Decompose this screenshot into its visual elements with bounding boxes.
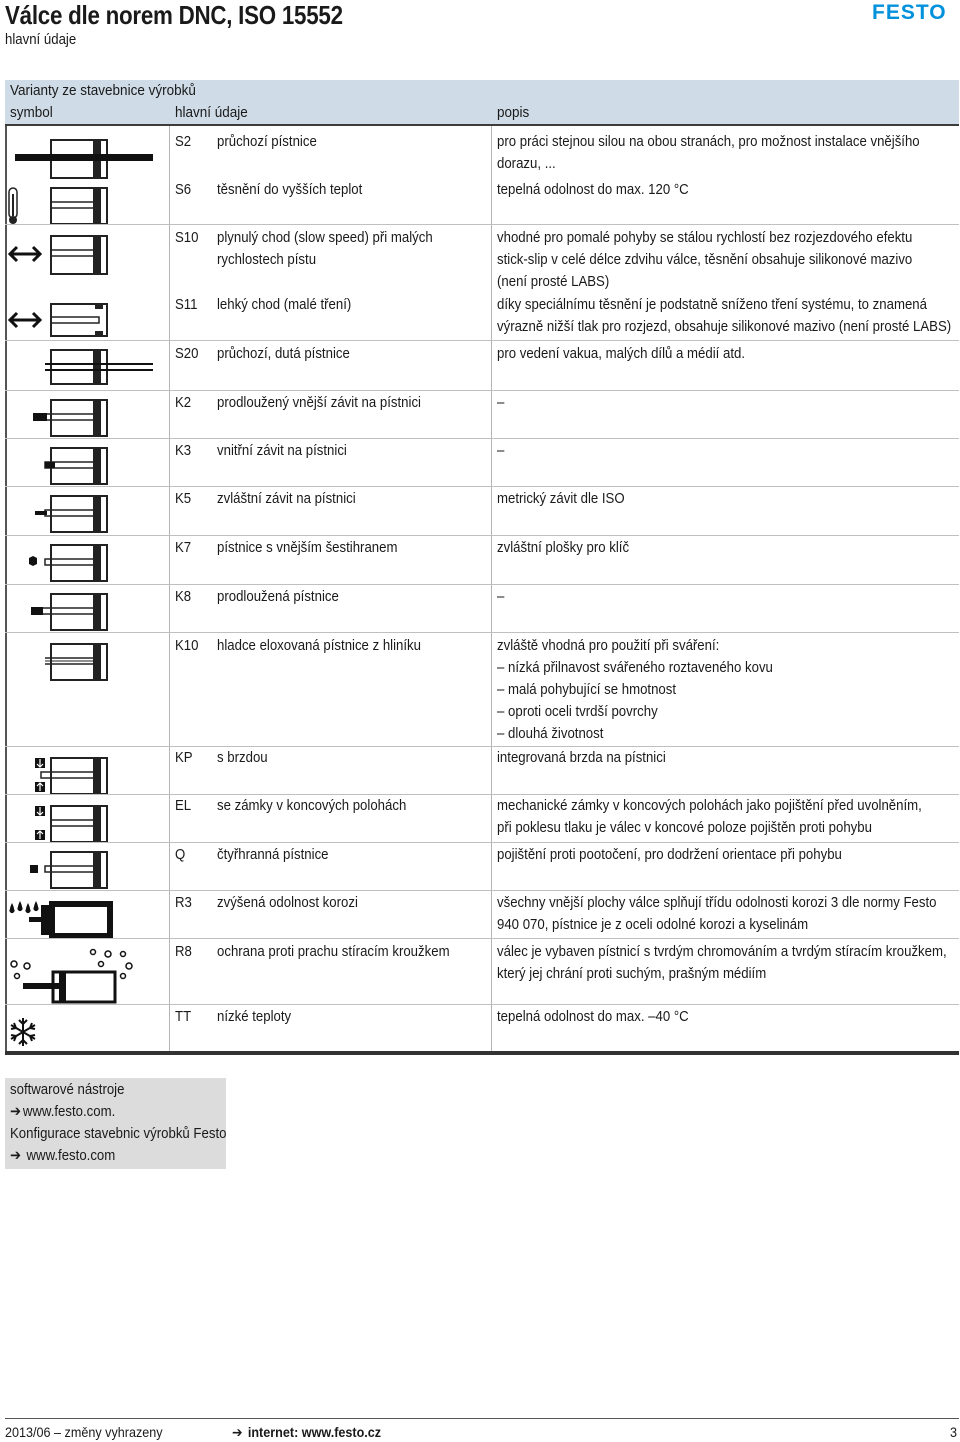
- row-s2-code: S2: [175, 133, 192, 150]
- arrow-right-icon: ➔: [232, 1424, 243, 1440]
- row-s10-desc-2: stick-slip v celé délce zdvihu válce, těsnění obsahuje silikonové mazivo: [497, 251, 913, 268]
- row-s2-desc-1: pro práci stejnou silou na obou stranách, pro možnost instalace vnějšího: [497, 133, 920, 150]
- row-k8-desc: –: [497, 588, 505, 605]
- row-r3-desc-1: všechny vnější plochy válce splňují třídu odolnosti korozi 3 dle normy Festo: [497, 894, 937, 911]
- row-k3-main: vnitřní závit na pístnici: [217, 442, 347, 459]
- row-separator: [5, 438, 959, 439]
- symbol-r8-dust-wiper: [5, 946, 167, 1008]
- row-separator: [5, 746, 959, 747]
- row-s2-desc-2: dorazu, ...: [497, 155, 556, 172]
- row-q-main: čtyřhranná pístnice: [217, 846, 329, 863]
- row-el-desc-1: mechanické zámky v koncových polohách jako pojištění před uvolněním,: [497, 797, 922, 814]
- row-k7-code: K7: [175, 539, 192, 556]
- row-k10-desc-3: – malá pohybující se hmotnost: [497, 681, 677, 698]
- row-tt-main: nízké teploty: [217, 1008, 292, 1025]
- row-separator: [5, 632, 959, 633]
- row-el-code: EL: [175, 797, 192, 814]
- row-s10-desc-1: vhodné pro pomalé pohyby se stálou rychlostí bez rozjezdového efektu: [497, 229, 913, 246]
- table-column-header: [5, 102, 959, 124]
- symbol-s20-hollow-rod: [5, 348, 167, 388]
- symbol-k8-extended-rod: [5, 592, 167, 634]
- row-k3-code: K3: [175, 442, 192, 459]
- symbol-s2-through-rod: [5, 136, 167, 184]
- row-tt-code: TT: [175, 1008, 192, 1025]
- row-s11-code: S11: [175, 296, 198, 313]
- symbol-s11-low-friction: [5, 298, 167, 342]
- row-el-desc-2: při poklesu tlaku je válec v koncové poloze pojištěn proti pohybu: [497, 819, 872, 836]
- table-heading: Varianty ze stavebnice výrobků: [10, 82, 196, 99]
- festo-logo: [872, 1, 958, 21]
- software-title: softwarové nástroje: [10, 1081, 125, 1098]
- software-link-2[interactable]: [10, 1145, 115, 1167]
- software-link-1-text[interactable]: www.festo.com.: [22, 1103, 116, 1120]
- footer-internet-text[interactable]: internet: www.festo.cz: [247, 1424, 382, 1440]
- row-separator: [5, 340, 959, 341]
- page-subtitle: hlavní údaje: [5, 31, 77, 48]
- row-s11-desc-1: díky speciálnímu těsnění je podstatně sníženo tření systému, to znamená: [497, 296, 927, 313]
- arrow-right-icon: ➔: [10, 1103, 22, 1120]
- variants-table: [5, 80, 959, 1055]
- row-s11-main: lehký chod (malé tření): [217, 296, 352, 313]
- row-r8-main: ochrana proti prachu stíracím kroužkem: [217, 943, 450, 960]
- footer-rule: [5, 1418, 959, 1419]
- page-number: 3: [950, 1424, 958, 1440]
- row-r8-desc-2: který jej chrání proti suchým, prašným médiím: [497, 965, 767, 982]
- row-separator: [5, 890, 959, 891]
- row-q-desc: pojištění proti pootočení, pro dodržení orientace při pohybu: [497, 846, 842, 863]
- col-header-symbol: symbol: [10, 104, 53, 121]
- symbol-tt-low-temp: [5, 1016, 167, 1050]
- row-k5-code: K5: [175, 490, 192, 507]
- row-s2-main: průchozí pístnice: [217, 133, 317, 150]
- row-k2-main: prodloužený vnější závit na pístnici: [217, 394, 421, 411]
- col-header-desc: popis: [497, 104, 530, 121]
- row-k10-desc-5: – dlouhá životnost: [497, 725, 604, 742]
- row-separator: [5, 486, 959, 487]
- row-q-code: Q: [175, 846, 186, 863]
- row-k2-desc: –: [497, 394, 505, 411]
- symbol-s10-slow-speed: [5, 232, 167, 280]
- row-s10-main-1: plynulý chod (slow speed) při malých: [217, 229, 433, 246]
- row-el-main: se zámky v koncových polohách: [217, 797, 407, 814]
- row-s20-desc: pro vedení vakua, malých dílů a médií atd.: [497, 345, 746, 362]
- row-s10-code: S10: [175, 229, 199, 246]
- symbol-q-square-rod: [5, 850, 167, 892]
- row-r8-code: R8: [175, 943, 192, 960]
- row-k7-desc: zvláštní plošky pro klíč: [497, 539, 630, 556]
- table-bottom-rule: [5, 1051, 959, 1055]
- software-tools-box: [5, 1078, 226, 1169]
- symbol-k3-internal-thread: [5, 446, 167, 488]
- software-link-1[interactable]: [10, 1101, 115, 1123]
- row-s11-desc-2: výrazně nižší tlak pro rozjezd, obsahuje silikonové mazivo (není prosté LABS): [497, 318, 952, 335]
- row-k5-main: zvláštní závit na pístnici: [217, 490, 356, 507]
- row-s20-code: S20: [175, 345, 199, 362]
- symbol-r3-corrosion: [5, 895, 167, 943]
- symbol-k2-extended-thread: [5, 398, 167, 440]
- row-s10-main-2: rychlostech pístu: [217, 251, 317, 268]
- row-separator: [5, 224, 959, 225]
- row-separator: [5, 842, 959, 843]
- footer-date: 2013/06 – změny vyhrazeny: [5, 1424, 163, 1440]
- row-k10-code: K10: [175, 637, 199, 654]
- column-divider-1: [169, 126, 170, 1051]
- row-s20-main: průchozí, dutá pístnice: [217, 345, 350, 362]
- symbol-el-end-lock: [5, 802, 167, 846]
- table-heading-band: [5, 80, 959, 102]
- row-k8-code: K8: [175, 588, 192, 605]
- row-k5-desc: metrický závit dle ISO: [497, 490, 625, 507]
- row-s6-code: S6: [175, 181, 192, 198]
- row-k3-desc: –: [497, 442, 505, 459]
- row-k7-main: pístnice s vnějším šestihranem: [217, 539, 398, 556]
- software-config-text: Konfigurace stavebnic výrobků Festo: [10, 1125, 227, 1142]
- row-s10-desc-3: (není prosté LABS): [497, 273, 610, 290]
- row-r8-desc-1: válec je vybaven pístnicí s tvrdým chromováním a tvrdým stíracím kroužkem,: [497, 943, 947, 960]
- row-s6-main: těsnění do vyšších teplot: [217, 181, 363, 198]
- row-k8-main: prodloužená pístnice: [217, 588, 339, 605]
- col-header-main: hlavní údaje: [175, 104, 248, 121]
- row-k10-desc-2: – nízká přilnavost svářeného roztaveného kovu: [497, 659, 773, 676]
- row-k2-code: K2: [175, 394, 192, 411]
- row-kp-main: s brzdou: [217, 749, 268, 766]
- column-divider-2: [491, 126, 492, 1051]
- symbol-k7-hex-rod: [5, 543, 167, 585]
- page-title: Válce dle norem DNC, ISO 15552: [5, 0, 343, 30]
- row-separator: [5, 535, 959, 536]
- row-separator: [5, 938, 959, 939]
- row-k10-main: hladce eloxovaná pístnice z hliníku: [217, 637, 421, 654]
- symbol-kp-brake: [5, 754, 167, 798]
- row-r3-desc-2: 940 070, pístnice je z oceli odolné korozi a kyselinám: [497, 916, 809, 933]
- row-r3-code: R3: [175, 894, 192, 911]
- row-k10-desc-4: – oproti oceli tvrdší povrchy: [497, 703, 658, 720]
- symbol-k10-anodized-rod: [5, 642, 167, 684]
- software-link-2-text[interactable]: www.festo.com: [26, 1147, 116, 1164]
- logo-text: FESTO: [872, 1, 947, 21]
- row-separator: [5, 1004, 959, 1005]
- snowflake-icon: [11, 1018, 35, 1046]
- row-separator: [5, 390, 959, 391]
- row-s6-desc: tepelná odolnost do max. 120 °C: [497, 181, 689, 198]
- header-rule: [5, 124, 959, 126]
- arrow-right-icon: ➔: [10, 1147, 22, 1164]
- row-tt-desc: tepelná odolnost do max. –40 °C: [497, 1008, 689, 1025]
- footer-internet[interactable]: [232, 1424, 381, 1441]
- symbol-k5-special-thread: [5, 494, 167, 536]
- row-r3-main: zvýšená odolnost korozi: [217, 894, 358, 911]
- row-kp-desc: integrovaná brzda na pístnici: [497, 749, 666, 766]
- row-kp-code: KP: [175, 749, 193, 766]
- row-k10-desc-1: zvláště vhodná pro použití při sváření:: [497, 637, 720, 654]
- symbol-s6-high-temp: [5, 184, 167, 228]
- row-separator: [5, 584, 959, 585]
